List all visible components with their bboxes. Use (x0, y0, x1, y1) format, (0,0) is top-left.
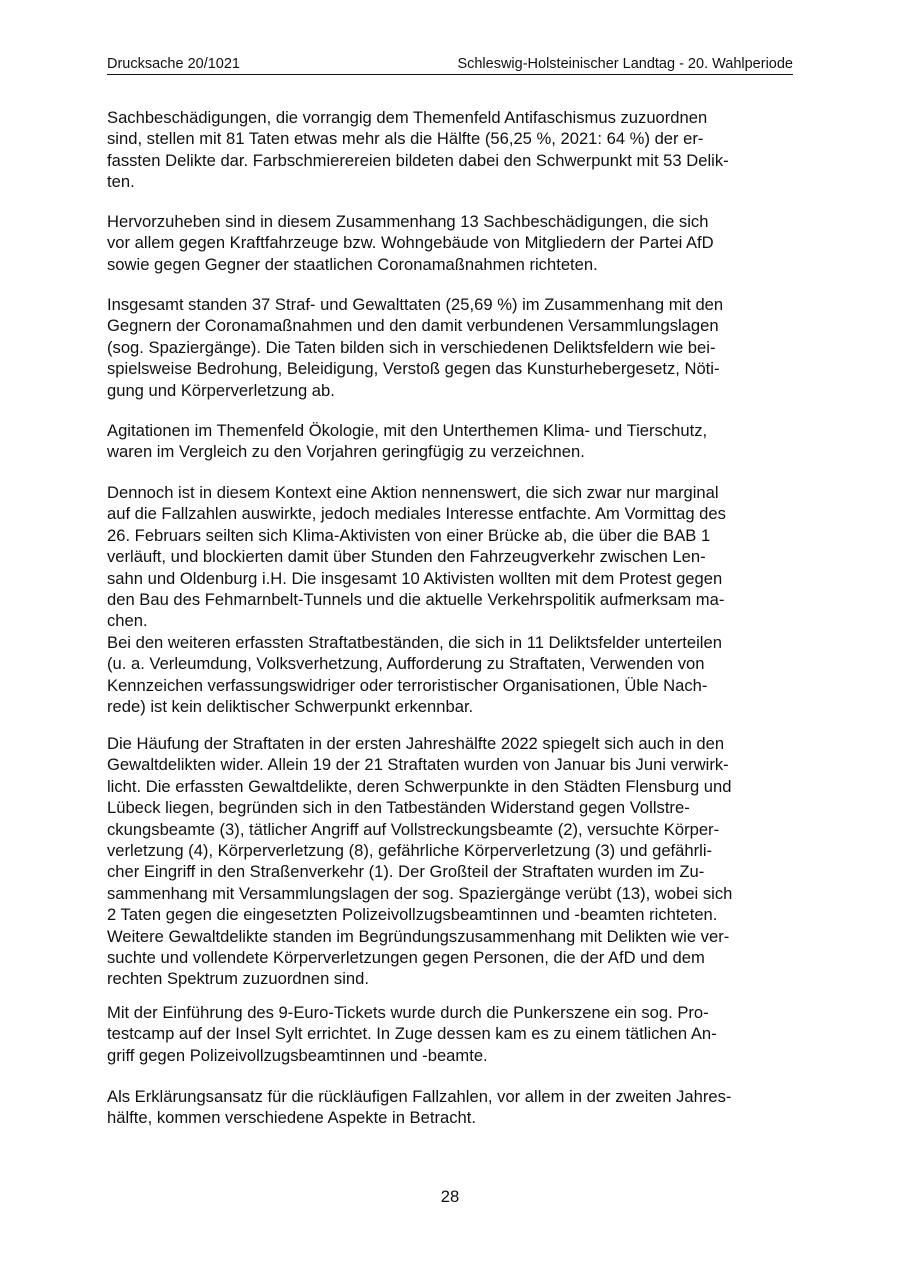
text-line: hälfte, kommen verschiedene Aspekte in Betracht. (107, 1108, 476, 1128)
text-line: auf die Fallzahlen auswirkte, jedoch mediales Interesse entfachte. Am Vormittag des (107, 504, 726, 524)
text-line: gung und Körperverletzung ab. (107, 380, 335, 400)
text-line: 26. Februars seilten sich Klima-Aktivisten von einer Brücke ab, die über die BAB 1 (107, 525, 711, 545)
text-line: sind, stellen mit 81 Taten etwas mehr als die Hälfte (56,25 %, 2021: 64 %) der er- (107, 129, 704, 149)
text-line: Dennoch ist in diesem Kontext eine Aktion nennenswert, die sich zwar nur marginal (107, 483, 719, 502)
text-line: 2 Taten gegen die eingesetzten Polizeivollzugsbeamtinnen und -beamten richteten. (107, 905, 718, 925)
text-line: cher Eingriff in den Straßenverkehr (1). Der Großteil der Straftaten wurden im Zu- (107, 862, 705, 882)
paragraph-ecology (107, 420, 797, 463)
text-line: Bei den weiteren erfassten Straftatbeständen, die sich in 11 Deliktsfelder unterteilen (107, 632, 722, 652)
text-line: griff gegen Polizeivollzugsbeamtinnen und -beamte. (107, 1045, 488, 1065)
paragraph-violent-crimes (107, 733, 797, 990)
paragraph-protest-camp (107, 1002, 797, 1066)
text-line: Weitere Gewaltdelikte standen im Begründungszusammenhang mit Delikten wie ver- (107, 926, 730, 946)
text-line: ckungsbeamte (3), tätlicher Angriff auf Vollstreckungsbeamte (2), versuchte Körper- (107, 819, 720, 839)
paragraph-explanation (107, 1086, 797, 1129)
text-line: Agitationen im Themenfeld Ökologie, mit den Unterthemen Klima- und Tierschutz, (107, 421, 708, 440)
text-line: verletzung (4), Körperverletzung (8), gefährliche Körperverletzung (3) und gefährli- (107, 841, 713, 861)
text-line: Als Erklärungsansatz für die rückläufigen Fallzahlen, vor allem in der zweiten Jahres- (107, 1087, 732, 1106)
text-line: Gegnern der Coronamaßnahmen und den damit verbundenen Versammlungslagen (107, 316, 719, 336)
text-line: Insgesamt standen 37 Straf- und Gewalttaten (25,69 %) im Zusammenhang mit den (107, 295, 724, 314)
text-line: testcamp auf der Insel Sylt errichtet. In Zuge dessen kam es zu einem tätlichen An- (107, 1024, 717, 1044)
paragraph-property-damage (107, 107, 797, 193)
text-line: Kennzeichen verfassungswidriger oder terroristischer Organisationen, Üble Nach- (107, 675, 708, 695)
document-number: Drucksache 20/1021 (107, 56, 240, 72)
text-line: Mit der Einführung des 9-Euro-Tickets wurde durch die Punkerszene ein sog. Pro- (107, 1003, 709, 1022)
text-line: den Bau des Fehmarnbelt-Tunnels und die aktuelle Verkehrspolitik aufmerksam ma- (107, 590, 725, 610)
text-line: licht. Die erfassten Gewaltdelikte, deren Schwerpunkte in den Städten Flensburg und (107, 776, 732, 796)
parliament-title: Schleswig-Holsteinischer Landtag - 20. Wahlperiode (457, 56, 793, 72)
text-line: fassten Delikte dar. Farbschmierereien bildeten dabei den Schwerpunkt mit 53 Delik- (107, 150, 729, 170)
text-line: chen. (107, 611, 148, 631)
text-line: rechten Spektrum zuzuordnen sind. (107, 969, 369, 989)
page-header (107, 54, 793, 75)
paragraph-climate-action (107, 482, 797, 717)
paragraph-afd-damage (107, 211, 797, 275)
text-line: (sog. Spaziergänge). Die Taten bilden sich in verschiedenen Deliktsfeldern wie bei- (107, 337, 716, 357)
text-line: Sachbeschädigungen, die vorrangig dem Themenfeld Antifaschismus zuzuordnen (107, 108, 708, 127)
text-line: Die Häufung der Straftaten in der ersten Jahreshälfte 2022 spiegelt sich auch in den (107, 734, 725, 753)
text-line: waren im Vergleich zu den Vorjahren geringfügig zu verzeichnen. (107, 442, 585, 462)
text-line: Lübeck liegen, begründen sich in den Tatbeständen Widerstand gegen Vollstre- (107, 798, 690, 818)
text-line: verläuft, und blockierten damit über Stunden den Fahrzeugverkehr zwischen Len- (107, 547, 706, 567)
text-line: sahn und Oldenburg i.H. Die insgesamt 10 Aktivisten wollten mit dem Protest gegen (107, 568, 723, 588)
text-line: sammenhang mit Versammlungslagen der sog. Spaziergänge verübt (13), wobei sich (107, 883, 733, 903)
text-line: suchte und vollendete Körperverletzungen gegen Personen, die der AfD und dem (107, 948, 705, 968)
text-line: spielsweise Bedrohung, Beleidigung, Verstoß gegen das Kunsturhebergesetz, Nöti- (107, 359, 720, 379)
text-line: Hervorzuheben sind in diesem Zusammenhang 13 Sachbeschädigungen, die sich (107, 212, 709, 231)
paragraph-corona-opponents (107, 294, 797, 401)
text-line: sowie gegen Gegner der staatlichen Coronamaßnahmen richteten. (107, 254, 598, 274)
text-line: ten. (107, 172, 135, 192)
text-line: Gewaltdelikten wider. Allein 19 der 21 Straftaten wurden von Januar bis Juni verwirk- (107, 755, 729, 775)
text-line: vor allem gegen Kraftfahrzeuge bzw. Wohngebäude von Mitgliedern der Partei AfD (107, 233, 714, 253)
text-line: rede) ist kein deliktischer Schwerpunkt erkennbar. (107, 697, 474, 717)
text-line: (u. a. Verleumdung, Volksverhetzung, Aufforderung zu Straftaten, Verwenden von (107, 654, 705, 674)
page-number: 28 (440, 1187, 460, 1206)
